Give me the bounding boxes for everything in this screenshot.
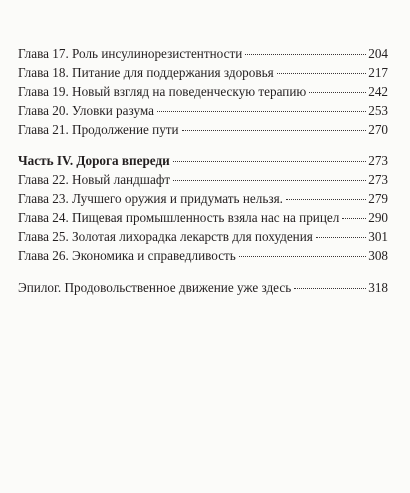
toc-leader-dots (294, 288, 366, 289)
toc-part-title: Часть IV. Дорога впереди (18, 153, 170, 168)
toc-entry-title: Глава 23. Лучшего оружия и придумать нельзя. (18, 191, 283, 206)
toc-entry-title: Глава 18. Питание для поддержания здоровья (18, 65, 274, 80)
toc-entry-chapter-23 (18, 189, 388, 209)
toc-leader-dots (173, 161, 366, 162)
toc-entry-chapter-22 (18, 170, 388, 190)
toc-entry-page: 273 (368, 172, 388, 187)
toc-entry-chapter-25 (18, 227, 388, 247)
toc-leader-dots (245, 54, 366, 55)
toc-entry-title: Эпилог. Продовольственное движение уже здесь (18, 280, 292, 295)
toc-entry-chapter-17 (18, 44, 388, 64)
toc-entry-page: 273 (368, 153, 388, 168)
toc-entry-title: Глава 25. Золотая лихорадка лекарств для похудения (18, 229, 313, 244)
toc-entry-title: Глава 19. Новый взгляд на поведенческую терапию (18, 84, 307, 99)
toc-entry-page: 301 (368, 229, 388, 244)
toc-entry-chapter-18 (18, 63, 388, 83)
toc-leader-dots (239, 256, 366, 257)
toc-entry-page: 270 (368, 122, 388, 137)
toc-entry-page: 279 (368, 191, 388, 206)
toc-entry-title: Глава 26. Экономика и справедливость (18, 248, 236, 263)
toc-entry-title: Глава 24. Пищевая промышленность взяла нас на прицел (18, 210, 340, 225)
toc-entry-page: 290 (368, 210, 388, 225)
toc-entry-part-4 (18, 151, 388, 171)
toc-entry-chapter-24 (18, 208, 388, 228)
toc-leader-dots (182, 130, 367, 131)
toc-entry-chapter-21 (18, 120, 388, 140)
toc-leader-dots (277, 73, 367, 74)
toc-entry-page: 308 (368, 248, 388, 263)
toc-entry-page: 242 (368, 84, 388, 99)
toc-leader-dots (309, 92, 366, 93)
toc-entry-epilogue (18, 278, 388, 298)
toc-entry-chapter-20 (18, 101, 388, 121)
toc-entry-title: Глава 21. Продолжение пути (18, 122, 179, 137)
toc-entry-title: Глава 22. Новый ландшафт (18, 172, 171, 187)
toc-entry-title: Глава 20. Уловки разума (18, 103, 154, 118)
toc-leader-dots (286, 199, 366, 200)
toc-entry-page: 253 (368, 103, 388, 118)
toc-leader-dots (316, 237, 366, 238)
toc-leader-dots (157, 111, 366, 112)
toc-entry-page: 204 (368, 46, 388, 61)
toc-entry-chapter-26 (18, 246, 388, 266)
toc-leader-dots (342, 218, 366, 219)
toc-entry-title: Глава 17. Роль инсулинорезистентности (18, 46, 243, 61)
toc-entry-page: 318 (368, 280, 388, 295)
toc-entry-page: 217 (368, 65, 388, 80)
toc-leader-dots (173, 180, 366, 181)
toc-entry-chapter-19 (18, 82, 388, 102)
